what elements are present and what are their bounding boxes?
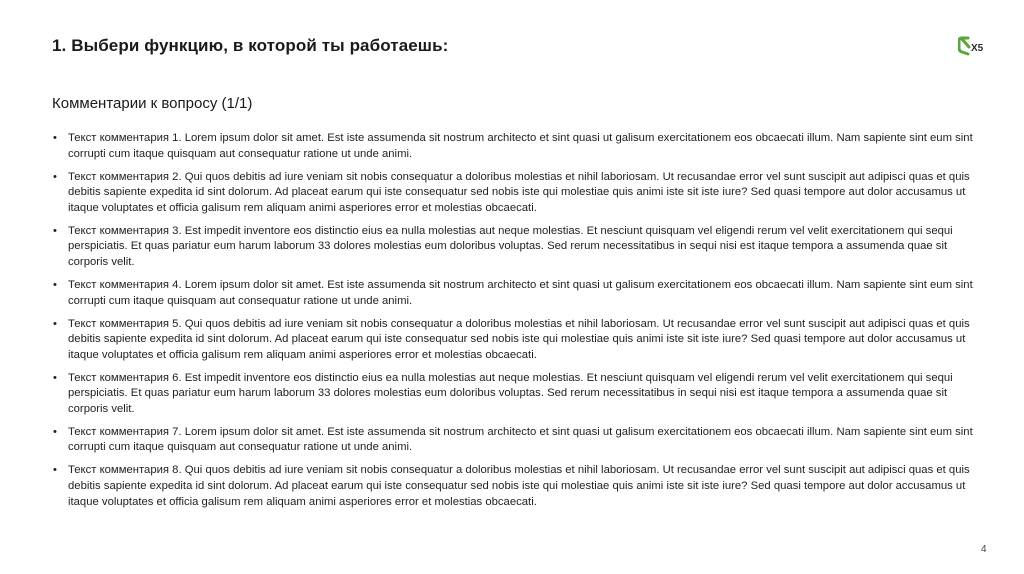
comment-item-7: • Текст комментария 7. Lorem ipsum dolor sit amet. Est iste assumenda sit nostrum architecto et sint quasi ut galisum exercitationem eos obcaecati illum. Nam sapiente sint eum sint corrupti cum itaque quisquam aut consequatur ratione ut unde animi.: [52, 425, 982, 456]
comments-subtitle: Комментарии к вопросу (1/1): [52, 95, 253, 112]
page-number: 4: [981, 544, 987, 555]
x5-logo: [958, 36, 992, 58]
comment-item-8: • Текст комментария 8. Qui quos debitis ad iure veniam sit nobis consequatur a doloribus molestias et nihil laboriosam. Ut recusandae error vel sunt suscipit aut adipisci quas et quis debitis sapiente expedita id sint dolorum. Ad placeat earum qui iste consequatur sed nobis iste qui molestiae quis animi iste sit iste iure? Sed quasi tempore aut dolor accusamus ut itaque voluptates et officia galisum rem aliquam animi asperiores error et molestias obcaecati.: [52, 463, 982, 510]
comment-item-1: • Текст комментария 1. Lorem ipsum dolor sit amet. Est iste assumenda sit nostrum architecto et sint quasi ut galisum exercitationem eos obcaecati illum. Nam sapiente sint eum sint corrupti cum itaque quisquam aut consequatur ratione ut unde animi.: [52, 131, 982, 162]
comment-item-5: • Текст комментария 5. Qui quos debitis ad iure veniam sit nobis consequatur a doloribus molestias et nihil laboriosam. Ut recusandae error vel sunt suscipit aut adipisci quas et quis debitis sapiente expedita id sint dolorum. Ad placeat earum qui iste consequatur sed nobis iste qui molestiae quis animi iste sit iste iure? Sed quasi tempore aut dolor accusamus ut itaque voluptates et officia galisum rem aliquam animi asperiores error et molestias obcaecati.: [52, 317, 982, 364]
comment-item-6: • Текст комментария 6. Est impedit inventore eos distinctio eius ea nulla molestias aut neque molestias. Et nesciunt quisquam vel eligendi rerum vel velit exercitationem qui sequi perspiciatis. Et quas pariatur eum harum laborum 33 dolores molestias eum doloribus voluptas. Sed rerum necessitatibus in sequi nisi est itaque tempora a assumenda quae sit corporis velit.: [52, 371, 982, 418]
logo-text: Х5: [971, 43, 984, 54]
comment-item-2: • Текст комментария 2. Qui quos debitis ad iure veniam sit nobis consequatur a doloribus molestias et nihil laboriosam. Ut recusandae error vel sunt suscipit aut adipisci quas et quis debitis sapiente expedita id sint dolorum. Ad placeat earum qui iste consequatur sed nobis iste qui molestiae quis animi iste sit iste iure? Sed quasi tempore aut dolor accusamus ut itaque voluptates et officia galisum rem aliquam animi asperiores error et molestias obcaecati.: [52, 170, 982, 217]
slide-title: 1. Выбери функцию, в которой ты работаешь:: [52, 36, 449, 55]
comment-item-3: • Текст комментария 3. Est impedit inventore eos distinctio eius ea nulla molestias aut neque molestias. Et nesciunt quisquam vel eligendi rerum vel velit exercitationem qui sequi perspiciatis. Et quas pariatur eum harum laborum 33 dolores molestias eum doloribus voluptas. Sed rerum necessitatibus in sequi nisi est itaque tempora a assumenda quae sit corporis velit.: [52, 224, 982, 271]
comment-item-4: • Текст комментария 4. Lorem ipsum dolor sit amet. Est iste assumenda sit nostrum architecto et sint quasi ut galisum exercitationem eos obcaecati illum. Nam sapiente sint eum sint corrupti cum itaque quisquam aut consequatur ratione ut unde animi.: [52, 278, 982, 309]
comments-list: [52, 131, 982, 518]
